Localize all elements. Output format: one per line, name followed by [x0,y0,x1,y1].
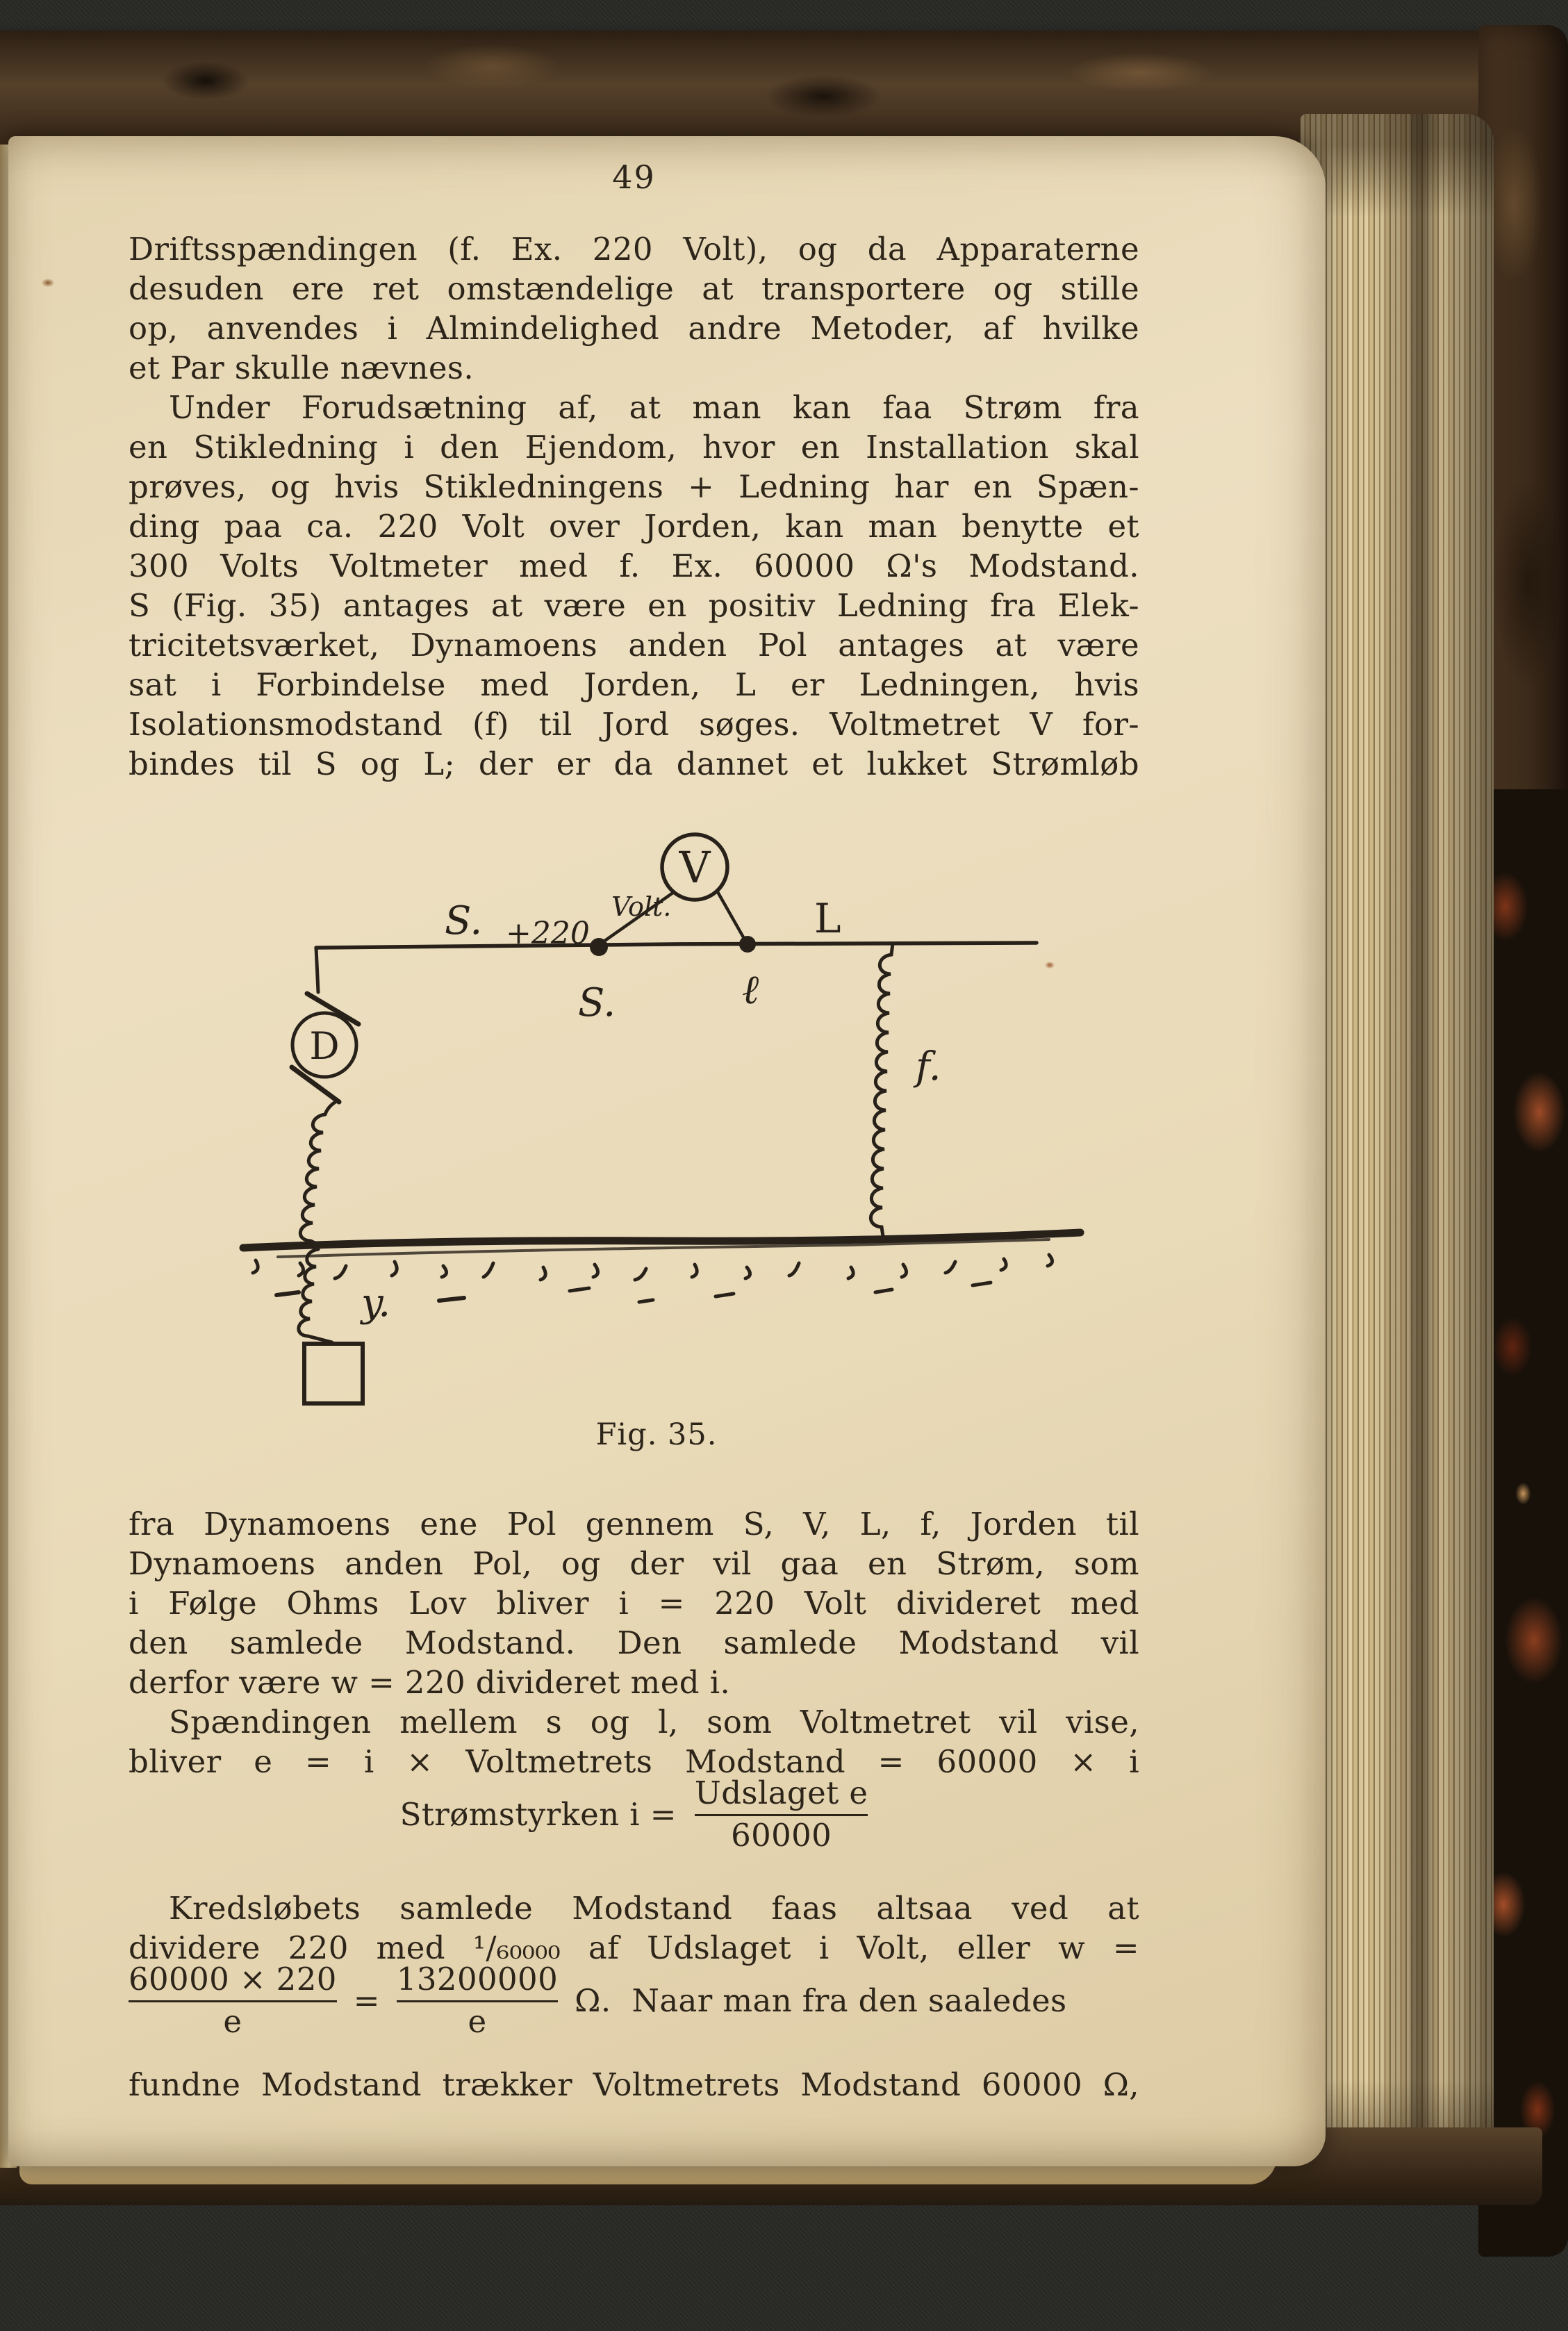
book-cover-top-edge [0,31,1502,150]
fraction-numerator: 13200000 [396,1961,559,1998]
text-line: en Stikledning i den Ejendom, hvor en Installation skal [129,429,1139,466]
circuit-diagram [222,814,1091,1460]
equals-sign: = [353,1982,380,2020]
figure-label-wire-s: S. [445,898,483,944]
fraction-numerator: Udslaget e [694,1774,868,1811]
text-line: den samlede Modstand. Den samlede Modstand vil [129,1624,1139,1661]
page-speck [42,279,54,287]
formula-tail-text: Naar man fra den saaledes [632,1982,1067,2020]
text-line: S (Fig. 35) antages at være en positiv Ledning fra Elek- [129,587,1139,624]
text-line: tricitetsværket, Dynamoens anden Pol antages at være [129,627,1139,664]
fraction-denominator: 60000 [731,1817,832,1854]
omega-unit: Ω. [575,1982,611,2020]
text-line: bliver e = i × Voltmetrets Modstand = 60000 × i [129,1743,1139,1780]
insulation-coil-f [870,944,893,1241]
text-line: op, anvendes i Almindelighed andre Metoder, af hvilke [129,310,1139,347]
text-line: 300 Volts Voltmeter med f. Ex. 60000 Ω's Modstand. [129,547,1139,584]
figure-caption: Fig. 35. [595,1417,718,1452]
fraction-bar [129,2000,337,2002]
paragraph-block-3 [129,1888,1139,1968]
minus-mark-left [277,1292,299,1295]
fraction-denominator: e [223,2003,242,2041]
fraction [397,1962,558,2040]
earth-coil-left [300,1114,325,1245]
text-line: desuden ere ret omstændelige at transportere og stille [129,270,1139,307]
dynamo-letter: D [309,1024,340,1068]
earth-plate [304,1344,363,1403]
paragraph-block-2 [129,1504,1139,1781]
text-line: bindes til S og L; der er da dannet et lukket Strømløb [129,746,1139,782]
minus-mark-right [439,1298,464,1301]
figure-label-node-s: S. [578,980,616,1026]
text-line: sat i Forbindelse med Jorden, L er Ledningen, hvis [129,666,1139,703]
text-line: prøves, og hvis Stikledningens + Ledning har en Spæn- [129,468,1139,505]
dynamo-stem [325,1101,338,1114]
figure-label-node-l: ℓ [742,966,759,1013]
paragraph-block-4 [129,2065,1139,2105]
paragraph-block-1 [129,229,1139,784]
figure-label-wire-l: L [814,895,841,942]
terminal-dot-l [739,936,756,953]
voltmeter-letter: V [679,842,711,893]
fraction-bar [695,1814,868,1816]
wire-left-corner [316,948,318,992]
earth-coil-below [299,1249,332,1342]
terminal-dot-s [590,938,608,956]
ground-line [243,1233,1080,1248]
formula-stromstyrken [129,1776,1139,1854]
dynamo-slash-bottom [292,1067,339,1102]
text-line: fundne Modstand trækker Voltmetrets Modstand 60000 Ω, [129,2066,1139,2103]
wire-top [316,943,1037,948]
text-line: Spændingen mellem s og l, som Voltmetret vil vise, [169,1704,1139,1740]
figure-label-f: f. [916,1044,941,1089]
formula-modstand [129,1962,1139,2040]
text-line: Under Forudsætning af, at man kan faa Strøm fra [169,389,1139,426]
formula-lhs: Strømstyrken i = [399,1796,677,1834]
text-line: i Følge Ohms Lov bliver i = 220 Volt divideret med [129,1585,1139,1622]
text-line: Dynamoens anden Pol, og der vil gaa en Strøm, som [129,1545,1139,1582]
figure-label-plus220: +220 [506,916,590,951]
figure-35 [222,814,1091,1460]
text-line: dividere 220 med ¹/₆₀₀₀₀ af Udslaget i Volt, eller w = [129,1929,1139,1966]
fraction-bar [397,2000,558,2002]
text-line: Isolationsmodstand (f) til Jord søges. Voltmetret V for- [129,706,1139,743]
text-line: derfor være w = 220 divideret med i. [129,1664,731,1701]
text-line: et Par skulle nævnes. [129,349,474,386]
fraction-numerator: 60000 × 220 [129,1961,337,1998]
text-line: Driftsspændingen (f. Ex. 220 Volt), og da Apparaterne [129,231,1139,267]
figure-label-y: y. [361,1280,390,1326]
text-line: fra Dynamoens ene Pol gennem S, V, L, f, Jorden til [129,1506,1139,1542]
text-line: Kredsløbets samlede Modstand faas altsaa ved at [169,1890,1139,1927]
page-number: 49 [612,158,656,196]
fraction-denominator: e [468,2003,487,2041]
dynamo-slash-top [307,994,358,1024]
figure-label-volt: Volt. [611,891,672,922]
voltmeter-lead-right [717,891,746,942]
fraction [695,1776,868,1854]
text-line: ding paa ca. 220 Volt over Jorden, kan man benytte et [129,508,1139,545]
fraction [129,1962,337,2040]
page-stack-edges [1301,114,1494,2183]
